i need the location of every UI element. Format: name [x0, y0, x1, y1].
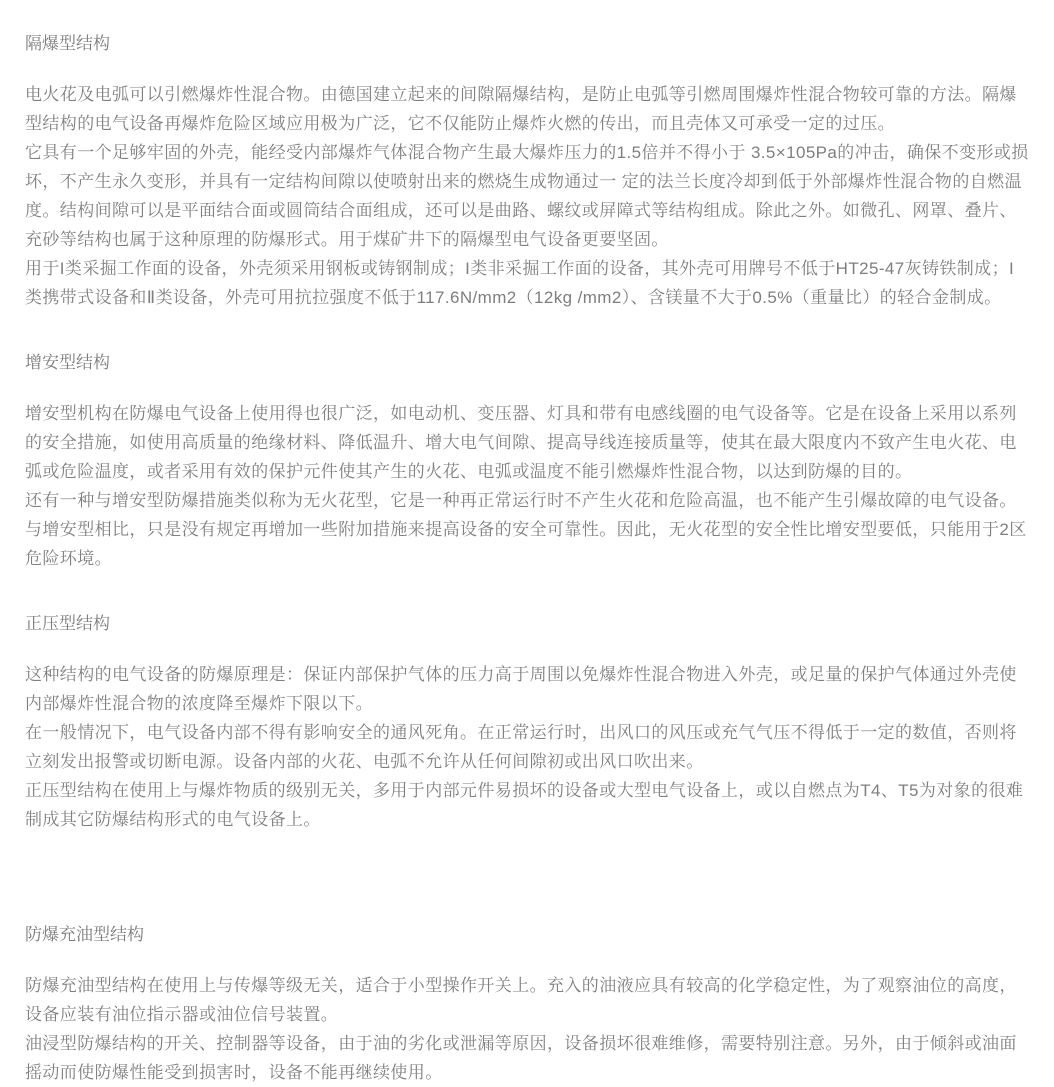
section-flameproof-structure	[25, 29, 1030, 312]
section-heading: 正压型结构	[25, 614, 110, 633]
paragraph: 增安型机构在防爆电气设备上使用得也很广泛，如电动机、变压器、灯具和带有电感线圈的电气设备等。它是在设备上采用以系列的安全措施，如使用高质量的绝缘材料、降低温升、增大电气间隙、提高导线连接质量等，使其在最大限度内不致产生电火花、电弧或危险温度，或者采用有效的保护元件使其产生的火花、电弧或温度不能引燃爆炸性混合物，以达到防爆的目的。	[25, 404, 1017, 481]
paragraph: 还有一种与增安型防爆措施类似称为无火花型，它是一种再正常运行时不产生火花和危险高温，也不能产生引爆故障的电气设备。与增安型相比，只是没有规定再增加一些附加措施来提高设备的安全可靠性。因此，无火花型的安全性比增安型要低，只能用于2区危险环境。	[25, 491, 1027, 568]
section-heading: 增安型结构	[25, 353, 110, 372]
section-oil-immersed-structure	[25, 920, 1030, 1087]
section-heading: 隔爆型结构	[25, 34, 110, 53]
section-increased-safety-structure	[25, 348, 1030, 573]
paragraph: 正压型结构在使用上与爆炸物质的级别无关，多用于内部元件易损坏的设备或大型电气设备上，或以自燃点为T4、T5为对象的很难制成其它防爆结构形式的电气设备上。	[25, 781, 1024, 829]
paragraph: 防爆充油型结构在使用上与传爆等级无关，适合于小型操作开关上。充入的油液应具有较高的化学稳定性，为了观察油位的高度，设备应装有油位指示器或油位信号装置。	[25, 976, 1017, 1024]
section-heading: 防爆充油型结构	[25, 925, 144, 944]
paragraph: 在一般情况下，电气设备内部不得有影响安全的通风死角。在正常运行时，出风口的风压或充气气压不得低于一定的数值，否则将立刻发出报警或切断电源。设备内部的火花、电弧不允许从任何间隙初或出风口吹出来。	[25, 723, 1017, 771]
paragraph: 用于I类采掘工作面的设备，外壳须采用钢板或铸钢制成；I类非采掘工作面的设备，其外壳可用牌号不低于HT25-47灰铸铁制成；I类携带式设备和Ⅱ类设备，外壳可用抗拉强度不低于117.6N/mm2（12kg /mm2）、含镁量不大于0.5%（重量比）的轻合金制成。	[25, 259, 1015, 307]
paragraph: 电火花及电弧可以引燃爆炸性混合物。由德国建立起来的间隙隔爆结构，是防止电弧等引燃周围爆炸性混合物较可靠的方法。隔爆型结构的电气设备再爆炸危险区域应用极为广泛，它不仅能防止爆炸火燃的传出，而且壳体又可承受一定的过压。	[25, 85, 1017, 133]
paragraph: 油浸型防爆结构的开关、控制器等设备，由于油的劣化或泄漏等原因，设备损坏很难维修，需要特别注意。另外，由于倾斜或油面摇动而使防爆性能受到损害时，设备不能再继续使用。	[25, 1034, 1017, 1082]
paragraph: 它具有一个足够牢固的外壳，能经受内部爆炸气体混合物产生最大爆炸压力的1.5倍并不得小于 3.5×105Pa的冲击，确保不变形或损坏，不产生永久变形，并具有一定结构间隙以使喷射出来的燃烧生成物通过一 定的法兰长度冷却到低于外部爆炸性混合物的自燃温度。结构间隙可以是平面结合面或圆筒结合面组成，还可以是曲路、螺纹或屏障式等结构组成。除此之外。如微孔、网罩、叠片、充砂等结构也属于这种原理的防爆形式。用于煤矿井下的隔爆型电气设备更要坚固。	[25, 143, 1029, 249]
paragraph: 这种结构的电气设备的防爆原理是：保证内部保护气体的压力高于周围以免爆炸性混合物进入外壳，或足量的保护气体通过外壳使内部爆炸性混合物的浓度降至爆炸下限以下。	[25, 665, 1017, 713]
section-pressurized-structure	[25, 609, 1030, 834]
